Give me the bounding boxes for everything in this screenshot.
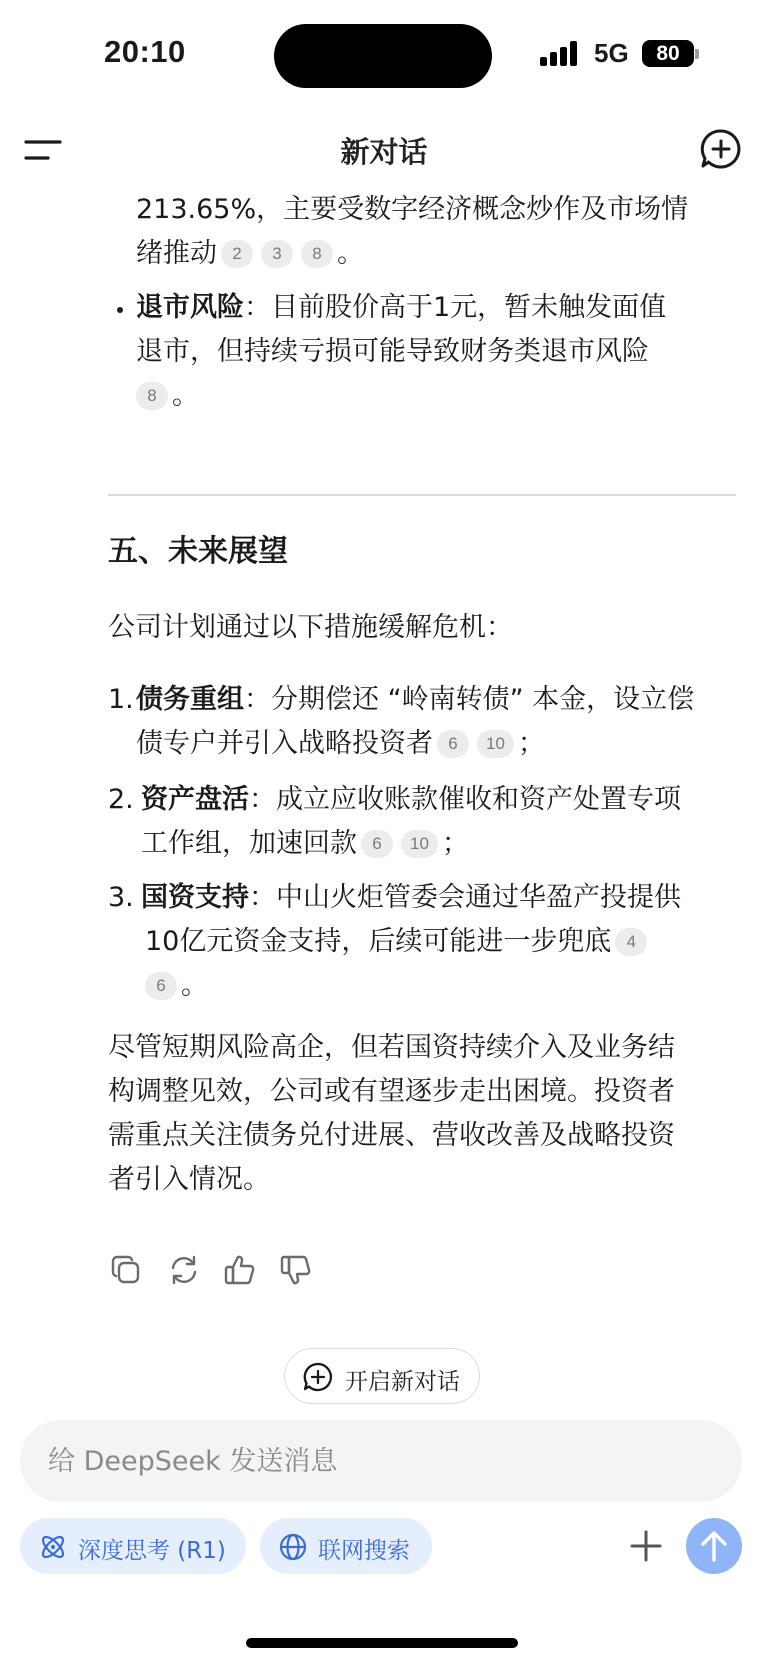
signal-icon bbox=[540, 40, 580, 66]
list-number: 2. bbox=[108, 784, 134, 815]
start-new-chat-button[interactable] bbox=[284, 1348, 480, 1404]
list-item-2-label: 资产盘活 bbox=[141, 784, 249, 815]
list-item-1-text2: 债专户并引入战略投资者 bbox=[136, 728, 433, 759]
risk-text-end: 。 bbox=[337, 238, 364, 269]
conclusion-line3: 需重点关注债务兑付进展、营收改善及战略投资 bbox=[108, 1120, 675, 1151]
list-item-1-label: 债务重组 bbox=[136, 684, 244, 715]
copy-icon[interactable] bbox=[108, 1252, 144, 1288]
citation-badge[interactable]: 3 bbox=[261, 240, 293, 268]
citation-badge[interactable]: 8 bbox=[136, 382, 168, 410]
nav-bar bbox=[0, 112, 768, 188]
network-type: 5G bbox=[594, 38, 629, 68]
page-title: 新对话 bbox=[340, 135, 428, 169]
intro-text: 公司计划通过以下措施缓解危机： bbox=[108, 612, 513, 643]
risk-text-line2 bbox=[136, 232, 364, 276]
citation-badge[interactable]: 6 bbox=[437, 730, 469, 758]
atom-icon bbox=[38, 1532, 68, 1562]
regenerate-icon[interactable] bbox=[166, 1252, 202, 1288]
start-new-chat-label: 开启新对话 bbox=[345, 1369, 460, 1395]
deep-think-label: 深度思考 (R1) bbox=[78, 1538, 226, 1564]
globe-icon bbox=[278, 1532, 308, 1562]
arrow-up-icon bbox=[698, 1529, 730, 1563]
list-item-2-end: ； bbox=[441, 828, 469, 859]
thumbs-down-icon[interactable] bbox=[278, 1252, 314, 1288]
bullet-dot bbox=[117, 307, 123, 313]
list-item-3-end: 。 bbox=[181, 970, 208, 1001]
list-item-3-text2: 10亿元资金支持，后续可能进一步兜底 bbox=[145, 926, 612, 957]
dynamic-island bbox=[274, 24, 492, 88]
list-item-1-end: ； bbox=[517, 728, 545, 759]
delist-line2: 退市，但持续亏损可能导致财务类退市风险 bbox=[136, 336, 649, 367]
list-item-1-line1 bbox=[136, 678, 694, 722]
section-divider bbox=[108, 494, 736, 496]
delist-line1-text: ：目前股价高于1元，暂未触发面值 bbox=[244, 292, 667, 323]
battery-cap bbox=[695, 49, 699, 59]
list-item-1-text: ：分期偿还 “岭南转债” 本金，设立偿 bbox=[244, 684, 695, 715]
battery-icon: 80 bbox=[642, 40, 694, 67]
risk-text-line1: 213.65%，主要受数字经济概念炒作及市场情 bbox=[136, 194, 689, 225]
list-number: 3. bbox=[108, 882, 134, 913]
list-item-3-line2 bbox=[145, 920, 651, 964]
delist-end: 。 bbox=[172, 380, 199, 411]
citation-badge[interactable]: 10 bbox=[477, 730, 514, 758]
delist-line3 bbox=[136, 374, 199, 418]
message-composer bbox=[20, 1420, 742, 1502]
citation-badge[interactable]: 6 bbox=[145, 972, 177, 1000]
conclusion-line4: 者引入情况。 bbox=[108, 1164, 270, 1195]
citation-badge[interactable]: 2 bbox=[221, 240, 253, 268]
list-item-2-line2 bbox=[141, 822, 469, 866]
list-item-3-line1 bbox=[141, 876, 681, 920]
delist-label: 退市风险 bbox=[136, 292, 244, 323]
citation-badge[interactable]: 4 bbox=[615, 928, 647, 956]
list-item-2-text: ：成立应收账款催收和资产处置专项 bbox=[249, 784, 681, 815]
citation-badge[interactable]: 6 bbox=[361, 830, 393, 858]
status-bar bbox=[0, 0, 768, 112]
new-chat-icon[interactable] bbox=[700, 128, 742, 170]
conclusion-line1: 尽管短期风险高企，但若国资持续介入及业务结 bbox=[108, 1032, 675, 1063]
risk-text-line2-text: 绪推动 bbox=[136, 238, 217, 269]
conclusion-line2: 构调整见效，公司或有望逐步走出困境。投资者 bbox=[108, 1076, 675, 1107]
message-content bbox=[0, 188, 768, 1408]
message-input[interactable] bbox=[48, 1438, 708, 1484]
send-button[interactable] bbox=[686, 1518, 742, 1574]
list-item-3-label: 国资支持 bbox=[141, 882, 249, 913]
list-item-1-line2 bbox=[136, 722, 545, 766]
web-search-label: 联网搜索 bbox=[318, 1538, 410, 1564]
list-item-3-line3 bbox=[145, 964, 208, 1008]
list-item-2-text2: 工作组，加速回款 bbox=[141, 828, 357, 859]
web-search-toggle[interactable] bbox=[260, 1518, 432, 1574]
list-number: 1. bbox=[108, 684, 134, 715]
list-item-3-text: ：中山火炬管委会通过华盈产投提供 bbox=[249, 882, 681, 913]
deep-think-toggle[interactable] bbox=[20, 1518, 246, 1574]
status-time: 20:10 bbox=[104, 34, 186, 69]
new-chat-icon bbox=[303, 1362, 333, 1392]
home-indicator bbox=[246, 1638, 518, 1648]
list-item-2-line1 bbox=[141, 778, 681, 822]
section-heading: 五、未来展望 bbox=[108, 534, 288, 569]
thumbs-up-icon[interactable] bbox=[222, 1252, 258, 1288]
delist-line1 bbox=[136, 286, 666, 330]
attach-plus-icon[interactable] bbox=[622, 1522, 670, 1570]
citation-badge[interactable]: 8 bbox=[301, 240, 333, 268]
citation-badge[interactable]: 10 bbox=[401, 830, 438, 858]
